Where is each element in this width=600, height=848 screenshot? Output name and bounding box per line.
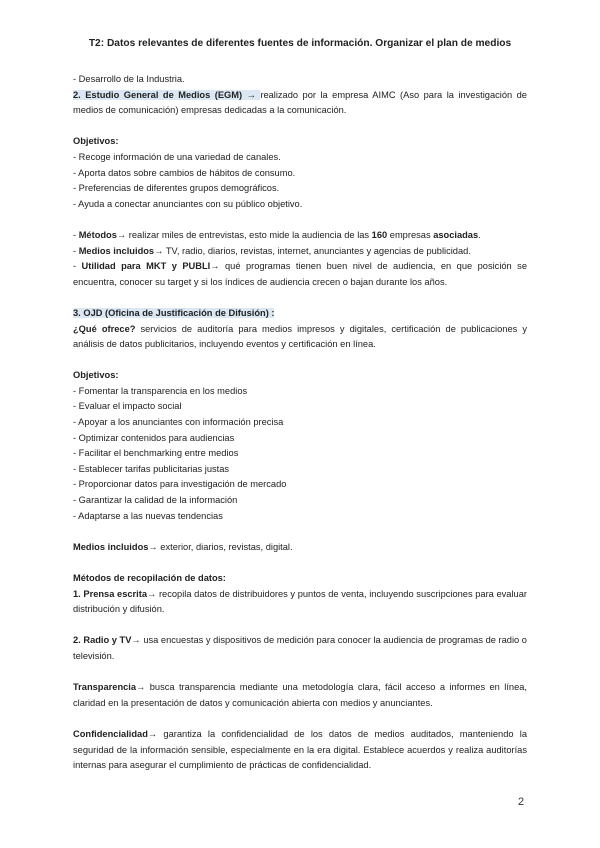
radio-tv-method: 2. Radio y TV→ usa encuestas y dispositivos de medición para conocer la audiencia de programas de radio o televisión.: [73, 635, 527, 661]
egm-objective-item: - Aporta datos sobre cambios de hábitos de consumo.: [73, 167, 296, 178]
egm-arrow: →: [242, 89, 261, 100]
page-header: T2: Datos relevantes de diferentes fuentes de información. Organizar el plan de medios: [88, 38, 512, 49]
intro-item: - Desarrollo de la Industria.: [73, 74, 185, 84]
transparency-paragraph: Transparencia→ busca transparencia mediante una metodología clara, fácil acceso a informes en línea, claridad en la presentación de datos y comunicación abierta con medios y anunciantes.: [73, 682, 527, 708]
confidentiality-paragraph: Confidencialidad→ garantiza la confidencialidad de los datos de medios auditados, manteniendo la seguridad de la información sensible, especialmente en la era digital. Establece acuerdos y realiza auditorías internas para asegurar el cumplimiento de prácticas de confidencialidad.: [73, 728, 527, 771]
ojd-objective-item: - Proporcionar datos para investigación de mercado: [73, 479, 287, 490]
egm-paragraph: [73, 88, 527, 119]
ojd-heading: 3. OJD (Oficina de Justificación de Difusión) :: [73, 307, 275, 318]
ojd-offer: ¿Qué ofrece? servicios de auditoría para medios impresos y digitales, certificación de publicaciones y análisis de datos publicitarios, incluyendo eventos y certificación en línea.: [73, 323, 527, 350]
ojd-objective-item: - Fomentar la transparencia en los medios: [73, 385, 248, 396]
ojd-media-included: Medios incluidos→ exterior, diarios, revistas, digital.: [73, 541, 293, 552]
ojd-objective-item: - Adaptarse a las nuevas tendencias: [73, 510, 223, 521]
page-number: 2: [518, 796, 525, 808]
egm-objective-item: - Ayuda a conectar anunciantes con su público objetivo.: [73, 198, 303, 209]
ojd-objective-item: - Garantizar la calidad de la información: [73, 495, 238, 506]
egm-text: realizado por la empresa AIMC (Aso para la investigación de medios de comunicación) empresas dedicadas a la comunicación.: [73, 89, 527, 116]
egm-objective-item: - Recoge información de una variedad de canales.: [73, 151, 281, 162]
ojd-objective-item: - Facilitar el benchmarking entre medios: [73, 448, 239, 459]
egm-objective-item: - Preferencias de diferentes grupos demográficos.: [73, 183, 280, 194]
print-method: 1. Prensa escrita→ recopila datos de distribuidores y puntos de venta, incluyendo suscripciones para evaluar distribución y difusión.: [73, 588, 527, 615]
ojd-objective-item: - Evaluar el impacto social: [73, 401, 182, 412]
egm-heading: 2. Estudio General de Medios (EGM): [73, 89, 243, 100]
egm-methods: - Métodos→ realizar miles de entrevistas, esto mide la audiencia de las 160 empresas asociadas.: [73, 229, 481, 240]
egm-objectives-heading: Objetivos:: [73, 136, 119, 147]
egm-media-included: - Medios incluidos→ TV, radio, diarios, revistas, internet, anunciantes y agencias de publicidad.: [73, 245, 471, 256]
data-methods-heading: Métodos de recopilación de datos:: [73, 573, 226, 583]
egm-utility: - Utilidad para MKT y PUBLI→ qué programas tienen buen nivel de audiencia, en que posición se encuentra, conocer su target y si los índices de audiencia crecen o bajan durante los años.: [73, 261, 527, 287]
ojd-objective-item: - Optimizar contenidos para audiencias: [73, 432, 235, 443]
page-content: [73, 72, 527, 774]
ojd-objectives-heading: Objetivos:: [73, 370, 119, 381]
ojd-objective-item: - Establecer tarifas publicitarias justas: [73, 463, 230, 474]
ojd-objective-item: - Apoyar a los anunciantes con información precisa: [73, 417, 284, 428]
